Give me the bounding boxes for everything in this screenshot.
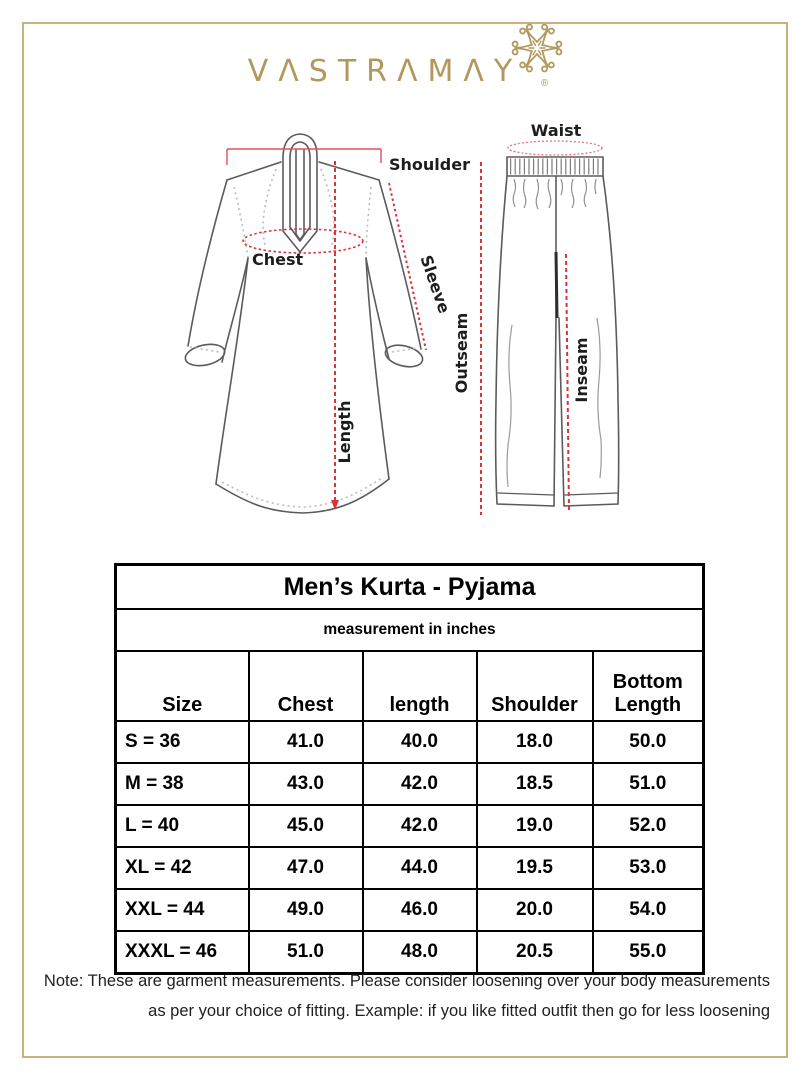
cell-length: 48.0 bbox=[363, 931, 477, 974]
cell-length: 42.0 bbox=[363, 805, 477, 847]
sleeve-label: Sleeve bbox=[416, 252, 454, 316]
table-header-row bbox=[116, 651, 704, 721]
brand-wordmark: VΛSTRΛMΛY bbox=[247, 54, 523, 89]
col-header-bottom-length: Bottom Length bbox=[593, 651, 704, 721]
cell-bottom: 54.0 bbox=[593, 889, 704, 931]
table-row bbox=[116, 721, 704, 763]
pyjama-gather-folds bbox=[513, 179, 596, 209]
note-line-1: Note: These are garment measurements. Please consider loosening over your body measurements bbox=[43, 972, 770, 990]
table-row bbox=[116, 889, 704, 931]
table-row bbox=[116, 805, 704, 847]
cell-length: 40.0 bbox=[363, 721, 477, 763]
waist-measure-ellipse bbox=[508, 141, 602, 155]
measurement-note bbox=[40, 966, 770, 1026]
col-header-size: Size bbox=[116, 651, 249, 721]
note-line-2: as per your choice of fitting. Example: if you like fitted outfit then go for less loosening bbox=[148, 1002, 770, 1020]
table-row bbox=[116, 763, 704, 805]
inseam-label: Inseam bbox=[572, 337, 591, 403]
cell-chest: 45.0 bbox=[249, 805, 363, 847]
cell-length: 46.0 bbox=[363, 889, 477, 931]
cell-bottom: 53.0 bbox=[593, 847, 704, 889]
pyjama-drawing bbox=[496, 157, 619, 506]
cell-shoulder: 20.0 bbox=[477, 889, 593, 931]
cell-shoulder: 20.5 bbox=[477, 931, 593, 974]
cell-size: L = 40 bbox=[116, 805, 249, 847]
cell-size: M = 38 bbox=[116, 763, 249, 805]
cell-length: 42.0 bbox=[363, 763, 477, 805]
cell-chest: 49.0 bbox=[249, 889, 363, 931]
length-label: Length bbox=[335, 400, 354, 464]
cell-bottom: 52.0 bbox=[593, 805, 704, 847]
size-chart-table bbox=[114, 563, 705, 975]
cell-size: XL = 42 bbox=[116, 847, 249, 889]
pyjama-crotch-shadow bbox=[556, 252, 557, 318]
table-subtitle: measurement in inches bbox=[116, 609, 704, 651]
cell-size: XXXL = 46 bbox=[116, 931, 249, 974]
cell-chest: 43.0 bbox=[249, 763, 363, 805]
waist-label: Waist bbox=[530, 121, 582, 140]
cell-bottom: 55.0 bbox=[593, 931, 704, 974]
kurta-drawing bbox=[183, 134, 424, 513]
inseam-measure-line bbox=[566, 254, 569, 512]
table-title: Men’s Kurta - Pyjama bbox=[116, 565, 704, 610]
cell-shoulder: 18.5 bbox=[477, 763, 593, 805]
cell-size: S = 36 bbox=[116, 721, 249, 763]
cell-bottom: 50.0 bbox=[593, 721, 704, 763]
cell-bottom: 51.0 bbox=[593, 763, 704, 805]
cell-length: 44.0 bbox=[363, 847, 477, 889]
cell-size: XXL = 44 bbox=[116, 889, 249, 931]
shoulder-label: Shoulder bbox=[389, 155, 470, 174]
cell-shoulder: 19.5 bbox=[477, 847, 593, 889]
col-header-shoulder: Shoulder bbox=[477, 651, 593, 721]
chest-label: Chest bbox=[252, 250, 304, 269]
table-subtitle-row bbox=[116, 609, 704, 651]
table-title-row bbox=[116, 565, 704, 610]
registered-trademark: ® bbox=[540, 78, 549, 89]
outseam-label: Outseam bbox=[452, 312, 471, 394]
col-header-chest: Chest bbox=[249, 651, 363, 721]
cell-shoulder: 19.0 bbox=[477, 805, 593, 847]
col-header-length: length bbox=[363, 651, 477, 721]
cell-chest: 41.0 bbox=[249, 721, 363, 763]
cell-chest: 51.0 bbox=[249, 931, 363, 974]
table-row bbox=[116, 847, 704, 889]
cell-shoulder: 18.0 bbox=[477, 721, 593, 763]
cell-chest: 47.0 bbox=[249, 847, 363, 889]
